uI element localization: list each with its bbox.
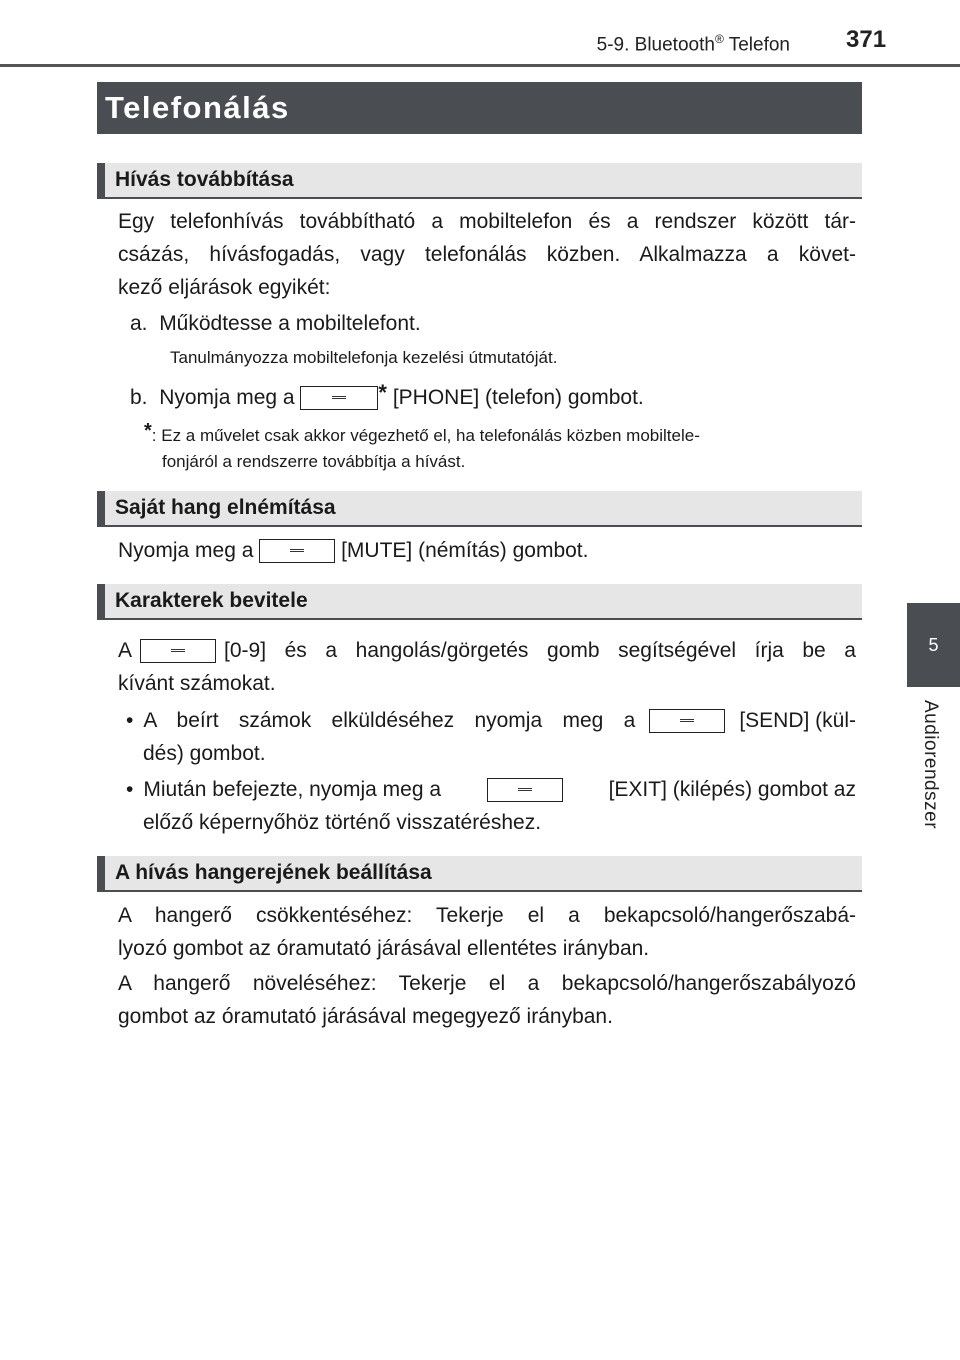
chapter-tab: 5 — [907, 603, 960, 687]
volume-decrease-text: A hangerő csökkentéséhez: Tekerje el a bekapcsoló/hangerőszabá- lyozó gombot az óramutató járásával ellentétes irányban. — [118, 904, 856, 960]
page-number: 371 — [846, 26, 887, 53]
page-title-bar — [97, 82, 862, 134]
step-b: b. Nyomja meg a * [PHONE] (telefon) gombot. — [130, 380, 644, 409]
header-divider — [0, 64, 960, 67]
phone-button-icon — [300, 386, 378, 410]
step-a — [130, 307, 421, 340]
registered-mark: ® — [714, 32, 724, 46]
digits-button-icon — [140, 639, 216, 663]
section-heading-mute: Saját hang elnémítása — [97, 491, 862, 527]
character-input-text: A [0-9] és a hangolás/görgetés gomb segítségével írja be a kívánt számokat. — [118, 639, 856, 695]
call-transfer-intro: Egy telefonhívás továbbítható a mobiltelefon és a rendszer között tár- csázás, hívásfogadás, vagy telefonálás közben. Alkalmazza a követ- kező eljárások egyikét: — [118, 210, 856, 299]
page-header — [0, 26, 960, 56]
step-b-marker: b. — [130, 386, 148, 409]
mute-button-icon — [259, 539, 335, 563]
exit-button-icon — [487, 778, 563, 802]
section-heading-volume: A hívás hangerejének beállítása — [97, 856, 862, 892]
step-a-note: Tanulmányozza mobiltelefonja kezelési útmutatóját. — [170, 348, 558, 367]
send-button-icon — [649, 709, 725, 733]
chapter-name: Audiorendszer — [920, 700, 941, 830]
page-title: Telefonálás — [105, 90, 290, 125]
bullet-send: • A beírt számok elküldéséhez nyomja meg a [SEND] (kül- dés) gombot. — [126, 709, 856, 765]
step-a-text: Működtesse a mobiltelefont. — [159, 312, 421, 335]
footnote: *: Ez a művelet csak akkor végezhető el, ha telefonálás közben mobiltele- fonjáról a rendszerre továbbítja a hívást. — [144, 420, 700, 471]
volume-increase-text: A hangerő növeléséhez: Tekerje el a bekapcsoló/hangerőszabályozó gombot az óramutató járásával megegyező irányban. — [118, 972, 856, 1028]
mute-instruction: Nyomja meg a [MUTE] (némítás) gombot. — [118, 539, 589, 562]
footnote-star: * — [378, 380, 387, 405]
step-a-marker: a. — [130, 312, 148, 335]
bullet-exit: • Miután befejezte, nyomja meg a [EXIT] (kilépés) gombot az előző képernyőhöz történő visszatéréshez. — [126, 778, 856, 834]
section-heading-character-input: Karakterek bevitele — [97, 584, 862, 620]
section-label: 5-9. Bluetooth® Telefon — [596, 32, 790, 56]
section-heading-call-transfer: Hívás továbbítása — [97, 163, 862, 199]
